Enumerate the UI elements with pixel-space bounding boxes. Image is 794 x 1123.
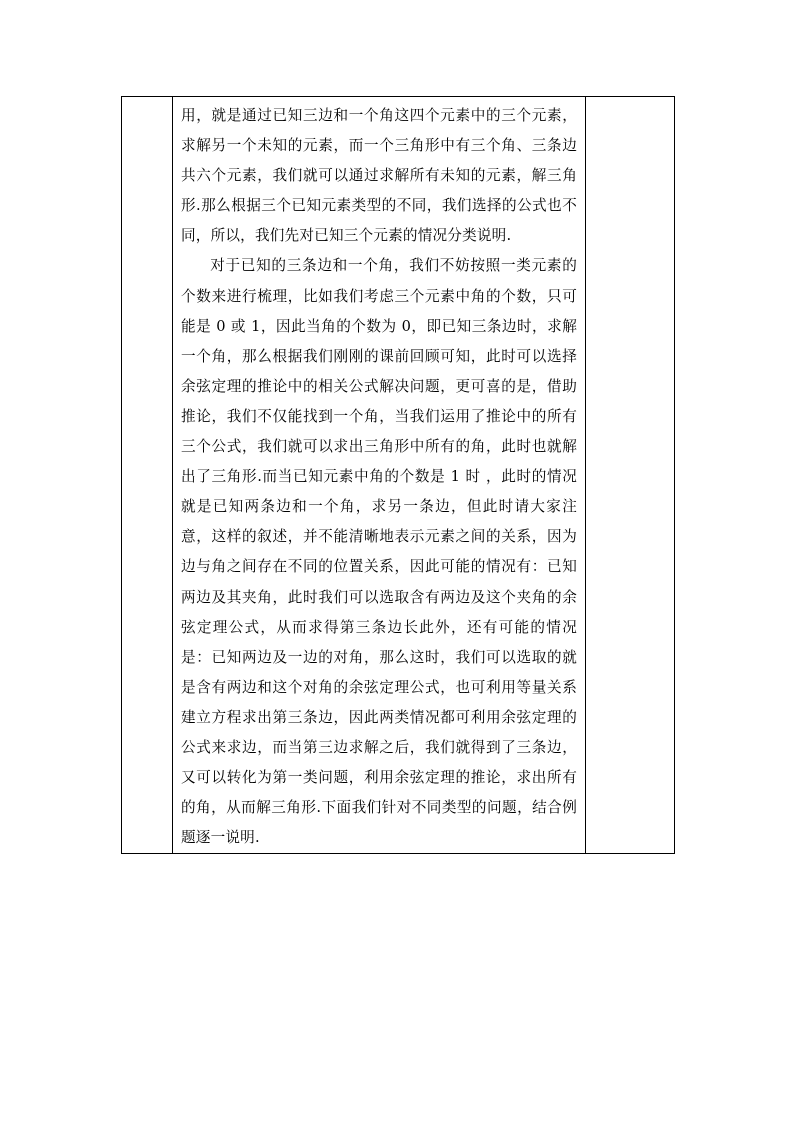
right-cell <box>586 97 675 854</box>
paragraph-2: 对于已知的三条边和一个角，我们不妨按照一类元素的个数来进行梳理，比如我们考虑三个元素中角的个数，只可能是 0 或 1，因此当角的个数为 0，即已知三条边时，求解一个角，那么根据我们刚刚的课前回顾可知，此时可以选择余弦定理的推论中的相关公式解决问题，更可喜的是，借助推论，我们不仅能找到一个角，当我们运用了推论中的所有三个公式，我们就可以求出三角形中所有的角，此时也就解出了三角形.而当已知元素中角的个数是 1 时 ，此时的情况就是已知两条边和一个角，求另一条边，但此时请大家注意，这样的叙述，并不能清晰地表示元素之间的关系，因为边与角之间存在不同的位置关系，因此可能的情况有：已知两边及其夹角，此时我们可以选取含有两边及这个夹角的余弦定理公式，从而求得第三条边长此外，还有可能的情况是：已知两边及一边的对角，那么这时，我们可以选取的就是含有两边和这个对角的余弦定理公式，也可利用等量关系建立方程求出第三条边，因此两类情况都可利用余弦定理的公式来求边，而当第三边求解之后，我们就得到了三条边，又可以转化为第一类问题，利用余弦定理的推论，求出所有的角，从而解三角形.下面我们针对不同类型的问题，结合例题逐一说明. <box>181 257 577 847</box>
lesson-table <box>121 96 675 854</box>
left-cell <box>122 97 173 854</box>
paragraph-1: 用，就是通过已知三边和一个角这四个元素中的三个元素，求解另一个未知的元素，而一个三角形中有三个角、三条边共六个元素，我们就可以通过求解所有未知的元素，解三角形.那么根据三个已知元素类型的不同，我们选择的公式也不同，所以，我们先对已知三个元素的情况分类说明. <box>181 107 577 245</box>
content-text <box>173 97 585 853</box>
table-row <box>122 97 675 854</box>
content-cell <box>173 97 586 854</box>
